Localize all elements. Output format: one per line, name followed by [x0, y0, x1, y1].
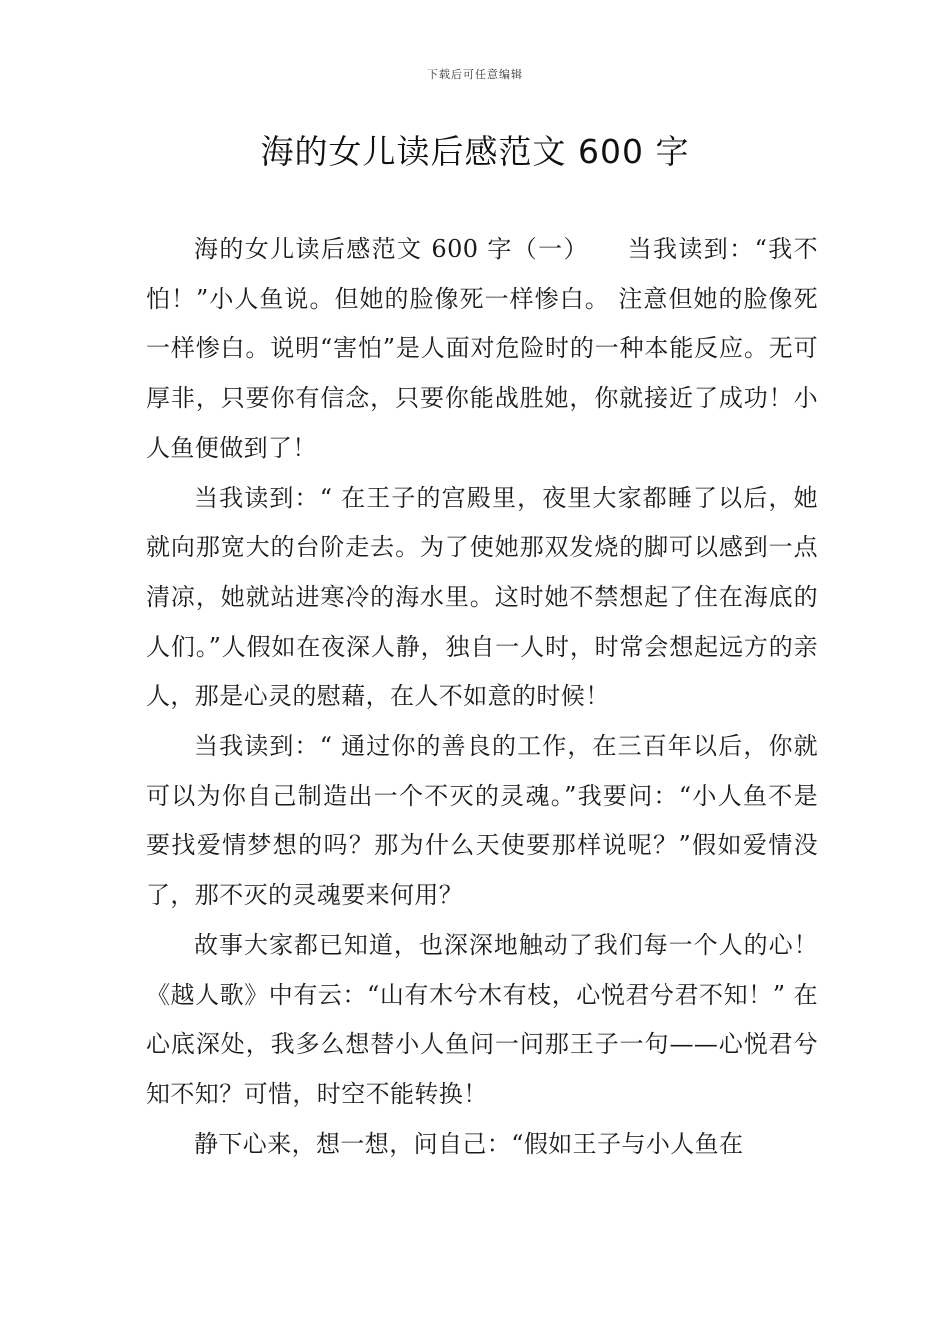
header-note: 下载后可任意编辑 — [427, 68, 523, 81]
paragraph: 海的女儿读后感范文 600 字（一） 当我读到：“我不怕！”小人鱼说。但她的脸像死一样惨白。 注意但她的脸像死一样惨白。说明“害怕”是人面对危险时的一种本能反应。无可厚非，只要你有信念，只要你能战胜她，你就接近了成功！小人鱼便做到了！ — [146, 235, 818, 462]
paragraph: 静下心来，想一想，问自己：“假如王子与小人鱼在 — [194, 1129, 744, 1158]
paragraph: 故事大家都已知道，也深深地触动了我们每一个人的心！《越人歌》中有云：“山有木兮木有枝，心悦君兮君不知！” 在心底深处，我多么想替小人鱼问一问那王子一句——心悦君兮知不知？可惜，时空不能转换！ — [146, 930, 818, 1108]
document-body — [146, 225, 818, 1169]
paragraph: 当我读到：“ 在王子的宫殿里，夜里大家都睡了以后，她就向那宽大的台阶走去。为了使她那双发烧的脚可以感到一点清凉，她就站进寒冷的海水里。这时她不禁想起了住在海底的人们。”人假如在夜深人静，独自一人时，时常会想起远方的亲人，那是心灵的慰藉，在人不如意的时候！ — [146, 483, 818, 711]
document-title: 海的女儿读后感范文 600 字 — [260, 132, 690, 171]
paragraph: 当我读到：“ 通过你的善良的工作，在三百年以后，你就可以为你自己制造出一个不灭的灵魂。”我要问：“小人鱼不是要找爱情梦想的吗？那为什么天使要那样说呢？”假如爱情没了，那不灭的灵魂要来何用？ — [146, 732, 818, 910]
